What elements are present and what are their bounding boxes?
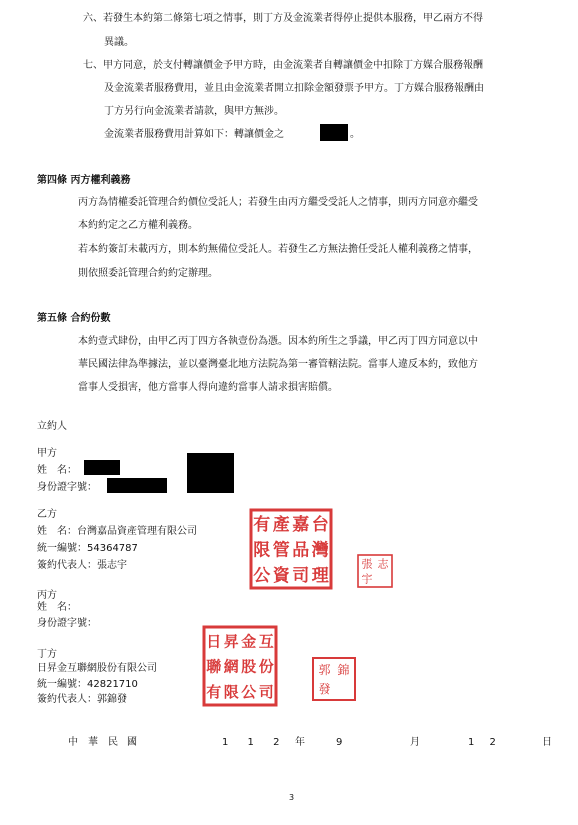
seal-glyph: 台 <box>311 515 329 536</box>
redaction-party-a-seal <box>187 453 234 493</box>
party-a-name-label: 姓 名： <box>37 465 77 476</box>
party-c-id-label: 身份證字號： <box>37 618 97 629</box>
party-d-representative: 簽約代表人：郭錦發 <box>37 694 127 705</box>
seal-glyph: 公 <box>253 565 271 586</box>
seal-glyph: 郭 <box>318 663 331 678</box>
seal-glyph: 嘉 <box>292 515 310 536</box>
clause-item-7-line1: 七、甲方同意，於支付轉讓價金予甲方時，由金流業者自轉讓價金中扣除丁方媒合服務報酬 <box>83 60 483 71</box>
clause-item-6-line2: 異議。 <box>104 37 134 48</box>
seal-glyph: 品 <box>292 540 310 561</box>
clause-item-7-line2: 及金流業者服務費用，並且由金流業者開立扣除金額發票予甲方。丁方媒合服務報酬由 <box>104 83 484 94</box>
date-year-unit: 年 <box>295 737 305 748</box>
party-b-title: 乙方 <box>37 509 57 520</box>
seal-glyph: 司 <box>258 683 274 702</box>
date-day: 1 2 <box>468 737 502 748</box>
seal-glyph: 灣 <box>311 540 329 561</box>
seal-glyph: 網 <box>223 657 239 676</box>
redaction-party-a-id <box>107 478 167 493</box>
seal-glyph: 資 <box>272 565 290 586</box>
article-4-p1-line1: 丙方為情權委託管理合約價位受託人；若發生由丙方繼受受託人之情事，則丙方同意亦繼受 <box>78 197 478 208</box>
seal-glyph: 錦 <box>337 663 350 678</box>
rep-d-seal <box>311 656 357 702</box>
seal-glyph: 有 <box>253 515 271 536</box>
seal-glyph: 張 <box>361 557 373 571</box>
seal-glyph: 公 <box>241 683 257 702</box>
seal-glyph: 理 <box>311 565 329 586</box>
fee-line <box>104 129 284 141</box>
article-4-heading: 第四條 丙方權利義務 <box>37 175 131 186</box>
page-number: 3 <box>289 793 295 802</box>
party-d-tax-id: 統一編號：42821710 <box>37 679 138 690</box>
seal-glyph: 宇 <box>361 572 373 586</box>
date-month: 9 <box>336 737 343 748</box>
fee-line-prefix: 金流業者服務費用計算如下：轉讓價金之 <box>104 129 284 140</box>
redaction-fee-rate <box>320 124 348 141</box>
rep-b-seal <box>356 553 394 589</box>
seal-glyph: 日 <box>206 632 222 651</box>
party-b-representative: 簽約代表人：張志宇 <box>37 560 127 571</box>
party-b-name: 姓 名：台灣嘉品資產管理有限公司 <box>37 526 197 537</box>
redaction-party-a-name <box>84 460 120 475</box>
party-d-company: 日昇金互聯網股份有限公司 <box>37 663 157 674</box>
party-c-name-label: 姓 名： <box>37 602 77 613</box>
date-era-4: 國 <box>127 737 137 748</box>
seal-glyph: 有 <box>206 683 222 702</box>
seal-glyph: 昇 <box>223 632 239 651</box>
party-b-tax-id: 統一編號：54364787 <box>37 543 138 554</box>
article-4-p1-line2: 本約約定之乙方權利義務。 <box>78 220 198 231</box>
seal-glyph: 發 <box>318 682 331 697</box>
seal-glyph: 限 <box>253 540 271 561</box>
seal-glyph: 金 <box>241 632 257 651</box>
date-month-unit: 月 <box>410 737 420 748</box>
seal-glyph: 互 <box>258 632 274 651</box>
seal-glyph: 產 <box>272 515 290 536</box>
fee-line-suffix: 。 <box>350 129 360 140</box>
article-4-p2-line1: 若本約簽訂未載丙方，則本約無備位受託人。若發生乙方無法擔任受託人權利義務之情事， <box>78 244 478 255</box>
seal-glyph: 份 <box>258 657 274 676</box>
party-a-id-label: 身份證字號： <box>37 482 97 493</box>
article-5-p1-line2: 華民國法律為準據法，並以臺灣臺北地方法院為第一審管轄法院。當事人違反本約，致他方 <box>78 359 478 370</box>
article-4-p2-line2: 則依照委託管理合約約定辦理。 <box>78 268 218 279</box>
party-c-title: 丙方 <box>37 590 57 601</box>
company-b-seal <box>248 507 334 591</box>
date-day-unit: 日 <box>542 737 552 748</box>
seal-glyph: 司 <box>292 565 310 586</box>
party-d-title: 丁方 <box>37 649 57 660</box>
company-d-seal <box>201 624 279 708</box>
seal-glyph: 志 <box>377 557 389 571</box>
date-era-3: 民 <box>108 737 118 748</box>
seal-glyph: 股 <box>241 657 257 676</box>
seal-glyph: 管 <box>272 540 290 561</box>
date-era-2: 華 <box>88 737 98 748</box>
signatories-heading: 立約人 <box>37 421 67 432</box>
article-5-p1-line3: 當事人受損害，他方當事人得向違約當事人請求損害賠償。 <box>78 382 338 393</box>
party-a-title: 甲方 <box>37 448 57 459</box>
seal-glyph: 聯 <box>206 657 222 676</box>
article-5-heading: 第五條 合約份數 <box>37 313 111 324</box>
clause-item-7-line3: 丁方另行向金流業者請款，與甲方無涉。 <box>104 106 284 117</box>
article-5-p1-line1: 本約壹式肆份，由甲乙丙丁四方各執壹份為憑。因本約所生之爭議，甲乙丙丁四方同意以中 <box>78 336 478 347</box>
date-era-1: 中 <box>68 737 78 748</box>
date-year: 1 1 2 <box>222 737 288 748</box>
clause-item-6-line1: 六、若發生本約第二條第七項之情事，則丁方及金流業者得停止提供本服務，甲乙兩方不得 <box>83 13 483 24</box>
seal-glyph: 限 <box>223 683 239 702</box>
